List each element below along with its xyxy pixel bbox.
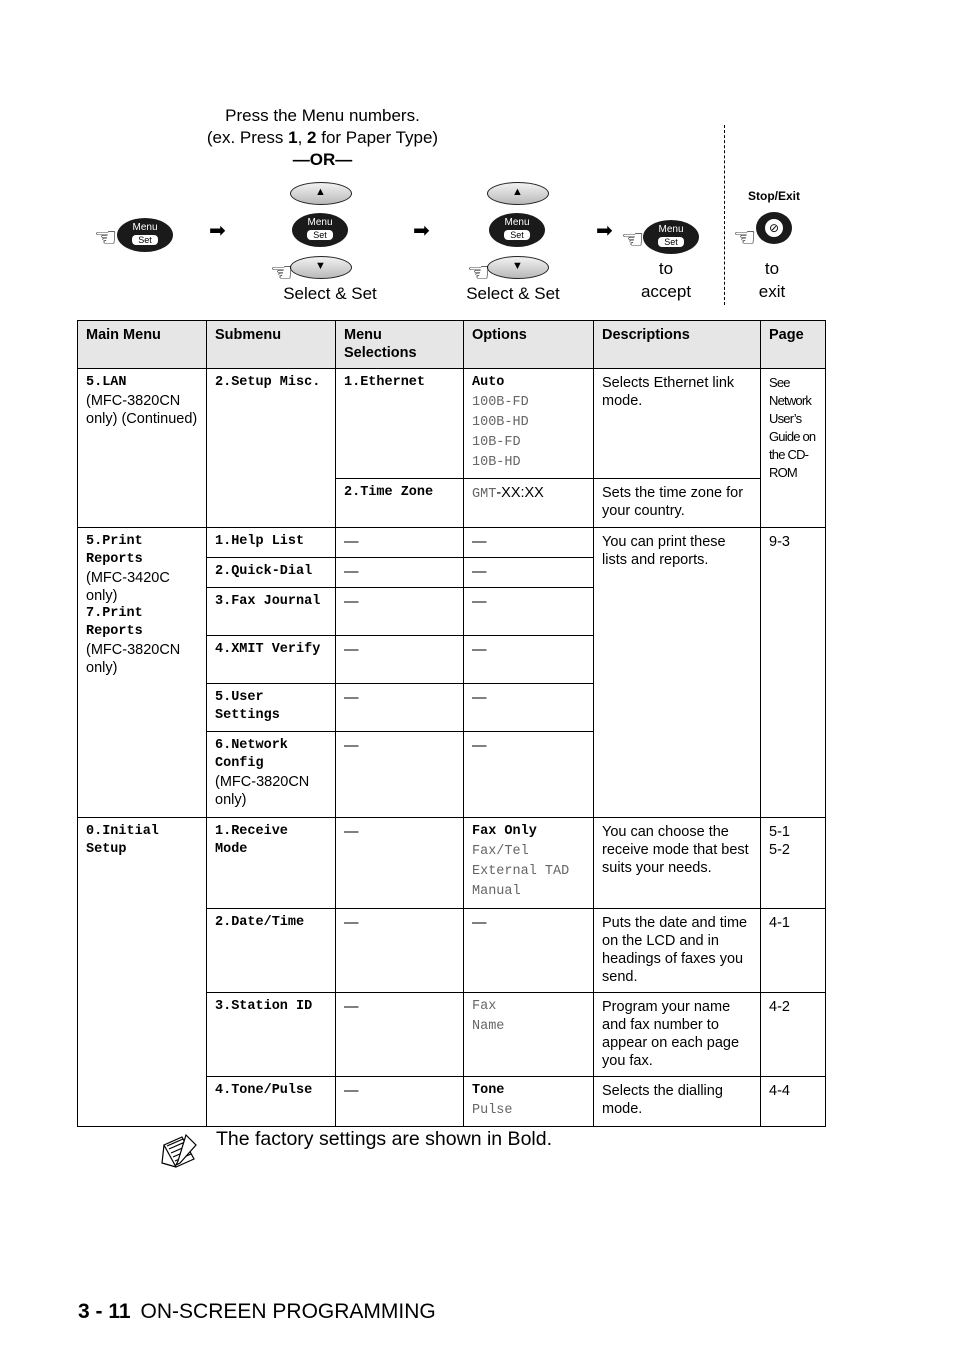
option: Fax/Tel: [472, 844, 529, 859]
options-cell: —: [464, 636, 594, 684]
page-cell: 5-1 5-2: [761, 818, 826, 909]
down-arrow-icon: ▼: [512, 260, 523, 272]
submenu-note: (MFC-3820CN only): [215, 774, 310, 808]
page-cell: 4-2: [761, 993, 826, 1077]
options-cell: —: [464, 732, 594, 818]
select-set-label-1: Select & Set: [283, 284, 377, 303]
header-submenu: Submenu: [207, 321, 336, 369]
set-label: Set: [132, 235, 158, 245]
page-number: 3 - 11: [78, 1300, 131, 1323]
up-arrow-icon: ▲: [512, 186, 523, 198]
selection-cell: —: [336, 684, 464, 732]
option-prefix: GMT: [472, 487, 497, 502]
main-menu-code: 5.Print Reports: [86, 534, 143, 567]
menu-set-button: [292, 213, 348, 247]
page-cell: 4-4: [761, 1077, 826, 1127]
option-default: Tone: [472, 1083, 505, 1098]
section-title: ON-SCREEN PROGRAMMING: [140, 1300, 436, 1323]
option-default: Fax Only: [472, 824, 537, 839]
option: 10B-FD: [472, 435, 521, 450]
page-cell: 4-1: [761, 909, 826, 993]
option: External TAD: [472, 864, 570, 879]
or-separator: —OR—: [292, 150, 353, 169]
right-arrow-icon: ➡: [596, 220, 613, 242]
submenu-cell: 4.XMIT Verify: [207, 636, 336, 684]
menu-set-button: [489, 213, 545, 247]
down-button: [487, 256, 549, 279]
submenu-cell: 3.Station ID: [207, 993, 336, 1077]
submenu-cell: 1.Help List: [207, 528, 336, 558]
menu-label: Menu: [307, 217, 333, 228]
accept-line-2: accept: [640, 282, 692, 301]
header-menu-selections: Menu Selections: [336, 321, 464, 369]
menu-label: Menu: [504, 217, 530, 228]
table-row: [78, 818, 826, 909]
description-cell: You can print these lists and reports.: [594, 528, 761, 818]
selection-cell: —: [336, 558, 464, 588]
options-cell: —: [464, 909, 594, 993]
submenu-cell: 2.Quick-Dial: [207, 558, 336, 588]
selection-cell: —: [336, 636, 464, 684]
set-label: Set: [658, 237, 684, 247]
pointing-hand-icon: ☜: [733, 222, 757, 252]
menu-table: [77, 320, 826, 1127]
description-cell: Selects the dialling mode.: [594, 1077, 761, 1127]
menu-label: Menu: [132, 222, 158, 233]
instruction-sep: ,: [297, 128, 308, 147]
right-arrow-icon: ➡: [209, 220, 226, 242]
option-suffix: -XX:XX: [496, 485, 544, 501]
accept-label: [626, 257, 706, 303]
options-cell: [464, 369, 594, 479]
selection-cell: —: [336, 528, 464, 558]
key-1: 1: [288, 128, 298, 147]
page-footer: [78, 1300, 436, 1324]
option: Manual: [472, 884, 521, 899]
selection-cell: 2.Time Zone: [336, 479, 464, 528]
instruction-text: [180, 105, 465, 171]
divider-dashed: [724, 125, 725, 305]
stop-icon: ⊘: [765, 219, 783, 237]
description-cell: Program your name and fax number to appear on each page you fax.: [594, 993, 761, 1077]
right-arrow-icon: ➡: [413, 220, 430, 242]
accept-line-1: to: [658, 259, 674, 278]
options-cell: [464, 993, 594, 1077]
set-label: Set: [307, 230, 333, 240]
page-cell: 9-3: [761, 528, 826, 818]
selection-cell: —: [336, 909, 464, 993]
description-cell: Selects Ethernet link mode.: [594, 369, 761, 479]
note-text: The factory settings are shown in Bold.: [216, 1128, 553, 1150]
submenu-code: 6.Network Config: [215, 738, 288, 771]
header-page: Page: [761, 321, 826, 369]
main-menu-note: (MFC-3820CN only): [86, 642, 181, 676]
selection-cell: —: [336, 1077, 464, 1127]
stop-exit-button: [756, 212, 792, 244]
menu-set-button: [643, 220, 699, 254]
option: 10B-HD: [472, 455, 521, 470]
option-default: Auto: [472, 375, 505, 390]
main-menu-code: 7.Print Reports: [86, 606, 143, 639]
down-button: [290, 256, 352, 279]
description-cell: Puts the date and time on the LCD and in headings of faxes you send.: [594, 909, 761, 993]
main-menu-code: 5.LAN: [86, 375, 127, 390]
main-menu-note: (MFC-3820CN only) (Continued): [86, 393, 198, 427]
page-cell: See Network User’s Guide on the CD-ROM: [761, 369, 826, 528]
selection-cell: —: [336, 993, 464, 1077]
pointing-hand-icon: ☜: [621, 224, 645, 254]
header-main-menu: Main Menu: [78, 321, 207, 369]
table-row: [78, 369, 826, 479]
instruction-line-1: Press the Menu numbers.: [225, 106, 420, 125]
option: Name: [472, 1019, 505, 1034]
main-menu-cell: [78, 369, 207, 528]
menu-set-button: [117, 218, 173, 252]
main-menu-note: (MFC-3420C only): [86, 570, 170, 604]
selection-cell: —: [336, 818, 464, 909]
selection-cell: —: [336, 732, 464, 818]
up-arrow-icon: ▲: [315, 186, 326, 198]
options-cell: —: [464, 684, 594, 732]
option: Pulse: [472, 1103, 513, 1118]
pointing-hand-icon: ☜: [94, 222, 118, 252]
submenu-cell: 2.Date/Time: [207, 909, 336, 993]
description-cell: Sets the time zone for your country.: [594, 479, 761, 528]
main-menu-cell: [78, 528, 207, 818]
down-arrow-icon: ▼: [315, 260, 326, 272]
submenu-cell: 2.Setup Misc.: [207, 369, 336, 528]
selection-cell: 1.Ethernet: [336, 369, 464, 479]
submenu-cell: 3.Fax Journal: [207, 588, 336, 636]
options-cell: —: [464, 588, 594, 636]
select-set-label-2: Select & Set: [466, 284, 560, 303]
option: 100B-FD: [472, 395, 529, 410]
header-options: Options: [464, 321, 594, 369]
header-descriptions: Descriptions: [594, 321, 761, 369]
instruction-line-2: [180, 127, 465, 149]
pointing-hand-icon: ☜: [270, 257, 294, 287]
stop-exit-label: Stop/Exit: [748, 189, 801, 203]
note-pad-icon: [160, 1133, 200, 1171]
exit-line-2: exit: [758, 282, 786, 301]
submenu-cell: 5.User Settings: [207, 684, 336, 732]
selection-cell: —: [336, 588, 464, 636]
exit-label: [742, 257, 802, 303]
key-2: 2: [307, 128, 317, 147]
option: 100B-HD: [472, 415, 529, 430]
submenu-cell: 4.Tone/Pulse: [207, 1077, 336, 1127]
options-cell: [464, 818, 594, 909]
main-menu-cell: 0.Initial Setup: [78, 818, 207, 1127]
instruction-line-2-post: for Paper Type): [316, 128, 439, 147]
instruction-line-2-pre: (ex. Press: [206, 128, 289, 147]
description-cell: You can choose the receive mode that best suits your needs.: [594, 818, 761, 909]
option: Fax: [472, 999, 497, 1014]
options-cell: —: [464, 558, 594, 588]
options-cell: [464, 479, 594, 528]
up-button: [290, 182, 352, 205]
pointing-hand-icon: ☜: [467, 257, 491, 287]
options-cell: —: [464, 528, 594, 558]
table-row: [78, 528, 826, 558]
exit-line-1: to: [764, 259, 780, 278]
submenu-cell: 1.Receive Mode: [207, 818, 336, 909]
menu-label: Menu: [658, 224, 684, 235]
up-button: [487, 182, 549, 205]
set-label: Set: [504, 230, 530, 240]
table-header-row: [78, 321, 826, 369]
options-cell: [464, 1077, 594, 1127]
submenu-cell: [207, 732, 336, 818]
